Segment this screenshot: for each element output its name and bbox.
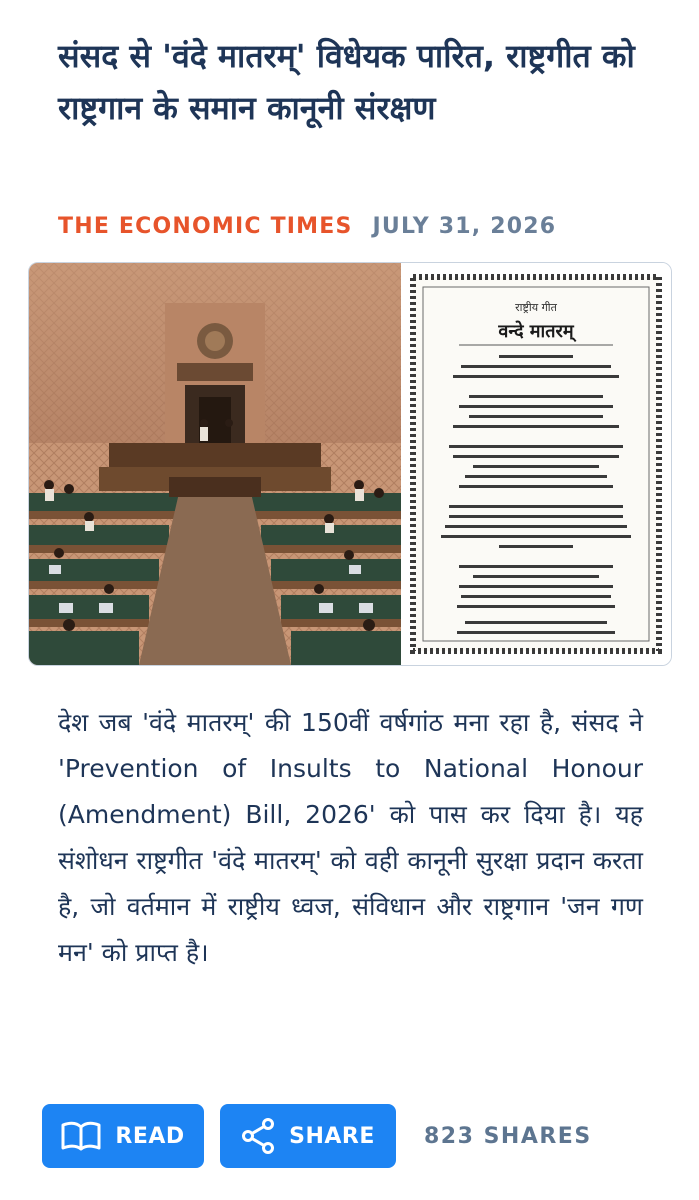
book-open-icon bbox=[61, 1121, 101, 1151]
article-source[interactable]: THE ECONOMIC TIMES bbox=[58, 214, 353, 239]
article-summary: देश जब 'वंदे मातरम्' की 150वीं वर्षगांठ मना रहा है, संसद ने 'Prevention of Insults to National Honour (Amendment) Bill, 2026' को पास कर दिया है। यह संशोधन राष्ट्रगीत 'वंदे मातरम्' को वही कानूनी सुरक्षा प्रदान करता है, जो वर्तमान में राष्ट्रीय ध्वज, संविधान और राष्ट्रगान 'जन गण मन' को प्राप्त है। bbox=[58, 708, 643, 967]
action-bar bbox=[42, 1104, 592, 1168]
poem-title: वन्दे मातरम् bbox=[498, 321, 574, 342]
share-nodes-icon bbox=[241, 1118, 275, 1154]
share-button-label: SHARE bbox=[289, 1123, 375, 1149]
share-button[interactable] bbox=[220, 1104, 396, 1168]
article-headline[interactable]: संसद से 'वंदे मातरम्' विधेयक पारित, राष्ट्रगीत को राष्ट्रगान के समान कानूनी संरक्षण bbox=[58, 37, 635, 127]
article-meta bbox=[58, 214, 556, 239]
poem-subtitle: राष्ट्रीय गीत bbox=[515, 301, 557, 314]
vande-mataram-poem-image bbox=[401, 263, 671, 665]
article-image[interactable] bbox=[28, 262, 672, 666]
share-count: 823 SHARES bbox=[424, 1123, 592, 1149]
read-button-label: READ bbox=[115, 1123, 185, 1149]
read-button[interactable] bbox=[42, 1104, 204, 1168]
article-date: JULY 31, 2026 bbox=[372, 214, 557, 239]
parliament-chamber-photo bbox=[29, 263, 401, 665]
